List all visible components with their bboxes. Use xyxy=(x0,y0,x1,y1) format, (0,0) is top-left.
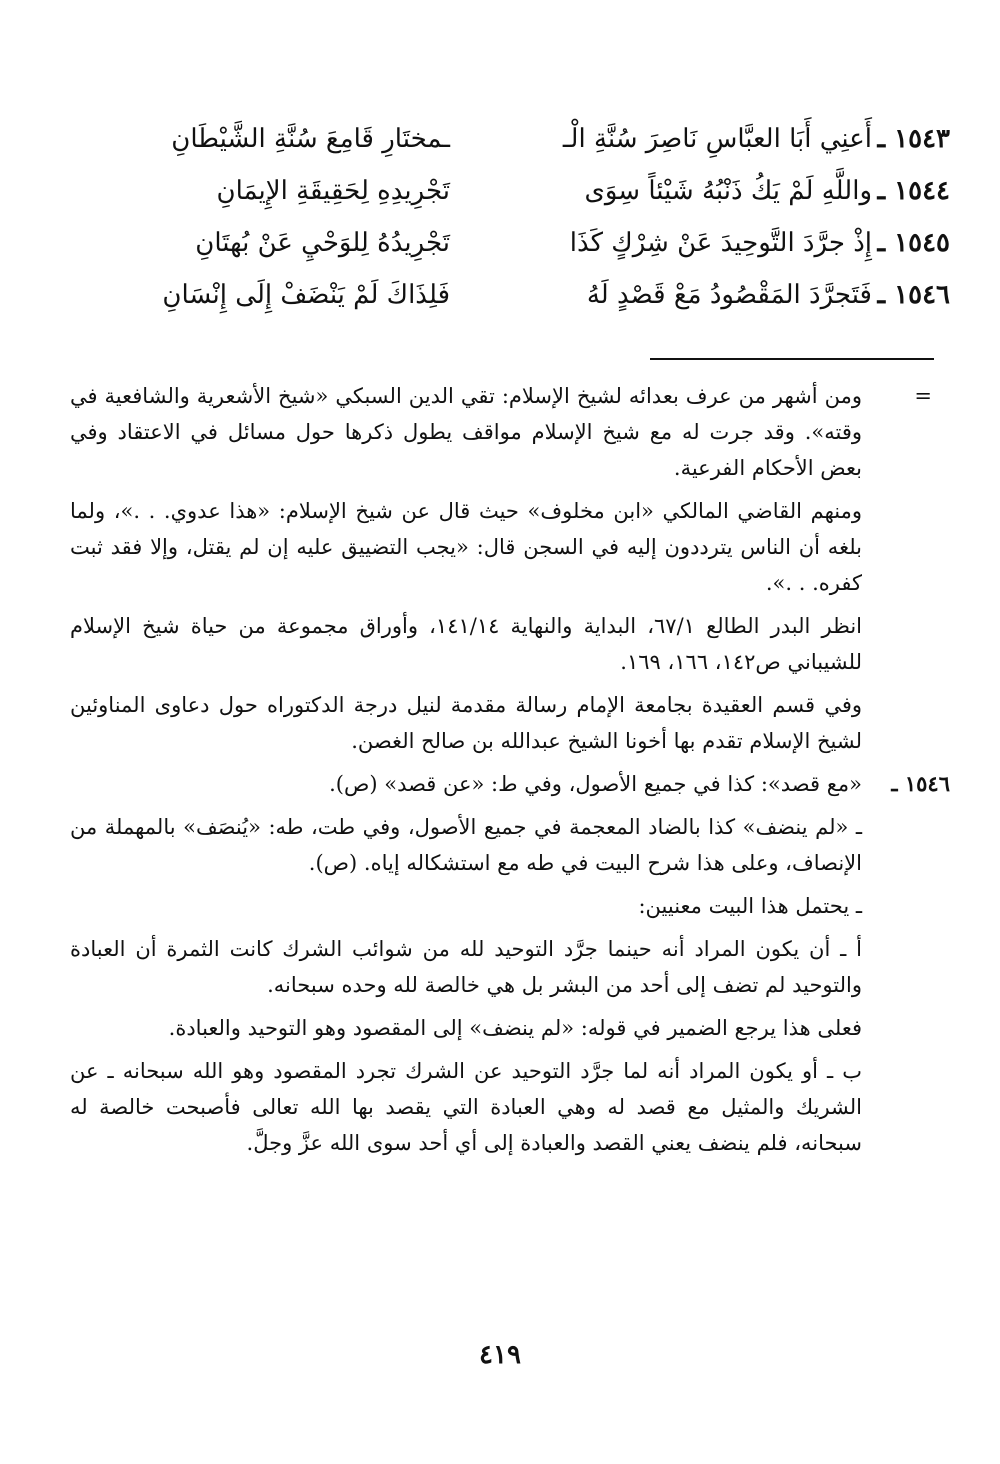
verse-number: ١٥٤٦ ـ xyxy=(877,280,950,310)
footnote-paragraph xyxy=(70,1010,950,1046)
footnote-paragraph xyxy=(70,687,950,759)
footnote-paragraph xyxy=(70,493,950,601)
verse-number: ١٥٤٤ ـ xyxy=(877,176,950,206)
footnote-separator xyxy=(650,358,934,360)
footnotes xyxy=(70,378,950,1168)
verse-1544 xyxy=(70,170,950,222)
footnote-number: ١٥٤٦ ـ xyxy=(891,771,950,796)
verse-first-hemistich: فَتَجرَّدَ المَقْصُودُ مَعْ قَصْدٍ لَهُ xyxy=(586,280,872,310)
footnote-text: انظر البدر الطالع ٦٧/١، البداية والنهاية ١٤١/١٤، وأوراق مجموعة من حياة شيخ الإسلام للشيباني ص١٤٢، ١٦٦، ١٦٩. xyxy=(70,614,862,674)
verse-number: ١٥٤٣ ـ xyxy=(877,124,950,154)
footnote-text: وفي قسم العقيدة بجامعة الإمام رسالة مقدمة لنيل درجة الدكتوراه حول دعاوى المناوئين لشيخ الإسلام تقدم بها أخونا الشيخ عبدالله بن صالح الغصن. xyxy=(70,693,862,753)
verse-1543 xyxy=(70,118,950,170)
footnote-paragraph xyxy=(70,1053,950,1161)
footnote-text: ـ «لم ينضف» كذا بالضاد المعجمة في جميع الأصول، وفي طت، طه: «يُنصَف» بالمهملة من الإنصاف، وعلى هذا شرح البيت في طه مع استشكاله إياه. (ص). xyxy=(70,815,862,875)
footnote-paragraph xyxy=(70,608,950,680)
footnote-text: فعلى هذا يرجع الضمير في قوله: «لم ينضف» إلى المقصود وهو التوحيد والعبادة. xyxy=(168,1016,862,1040)
verse-second-hemistich: ـمختَارِ قَامِعَ سُنَّةِ الشَّيْطَانِ xyxy=(171,124,450,154)
poem-verses xyxy=(70,118,950,326)
footnote-paragraph xyxy=(70,378,950,486)
verse-number: ١٥٤٥ ـ xyxy=(877,228,950,258)
verse-first-hemistich: واللَّهِ لَمْ يَكُ ذَنْبُهُ شَيْئاً سِوَى xyxy=(584,176,872,206)
footnote-paragraph xyxy=(70,809,950,881)
footnote-paragraph xyxy=(70,888,950,924)
footnote-paragraph xyxy=(70,766,950,802)
footnote-text: ومن أشهر من عرف بعدائه لشيخ الإسلام: تقي الدين السبكي «شيخ الأشعرية والشافعية في وقته». وقد جرت له مع شيخ الإسلام مواقف يطول ذكرها حول مسائل في الاعتقاد وفي بعض الأحكام الفرعية. xyxy=(70,384,862,480)
verse-first-hemistich: إِذْ جرَّدَ التَّوحِيدَ عَنْ شِرْكٍ كَذَا xyxy=(569,228,872,258)
footnote-text: أ ـ أن يكون المراد أنه حينما جرَّد التوحيد لله من شوائب الشرك كانت الثمرة أن العبادة والتوحيد لم تضف إلى أحد من البشر بل هي خالصة لله وحده سبحانه. xyxy=(70,937,862,997)
verse-second-hemistich: تَجْرِيدِهِ لِحَقِيقَةِ الإِيمَانِ xyxy=(216,176,450,206)
verse-first-hemistich: أَعنِي أَبَا العبَّاسِ نَاصِرَ سُنَّةِ الْـ xyxy=(562,124,872,154)
verse-second-hemistich: تَجْرِيدُهُ لِلوَحْيِ عَنْ بُهتَانِ xyxy=(195,228,450,258)
verse-second-hemistich: فَلِذَاكَ لَمْ يَنْضَفْ إِلَى إِنْسَانِ xyxy=(162,280,450,310)
footnote-text: ومنهم القاضي المالكي «ابن مخلوف» حيث قال عن شيخ الإسلام: «هذا عدوي. . .»، ولما بلغه أن الناس يترددون إليه في السجن قال: «يجب التضييق عليه إن لم يقتل، وإلا فقد ثبت كفره. . .». xyxy=(70,499,862,595)
page-number: ٤١٩ xyxy=(479,1340,521,1370)
continuation-mark: = xyxy=(914,384,932,408)
verse-1546 xyxy=(70,274,950,326)
footnote-text: «مع قصد»: كذا في جميع الأصول، وفي ط: «عن قصد» (ص). xyxy=(329,772,862,796)
footnote-text: ب ـ أو يكون المراد أنه لما جرَّد التوحيد عن الشرك تجرد المقصود وهو الله سبحانه ـ عن الشريك والمثيل مع قصد له وهي العبادة التي يقصد بها الله تعالى فأصبحت خالصة له سبحانه، فلم ينضف يعني القصد والعبادة إلى أي أحد سوى الله عزَّ وجلَّ. xyxy=(70,1059,862,1155)
footnote-paragraph xyxy=(70,931,950,1003)
footnote-text: ـ يحتمل هذا البيت معنيين: xyxy=(638,894,862,918)
verse-1545 xyxy=(70,222,950,274)
